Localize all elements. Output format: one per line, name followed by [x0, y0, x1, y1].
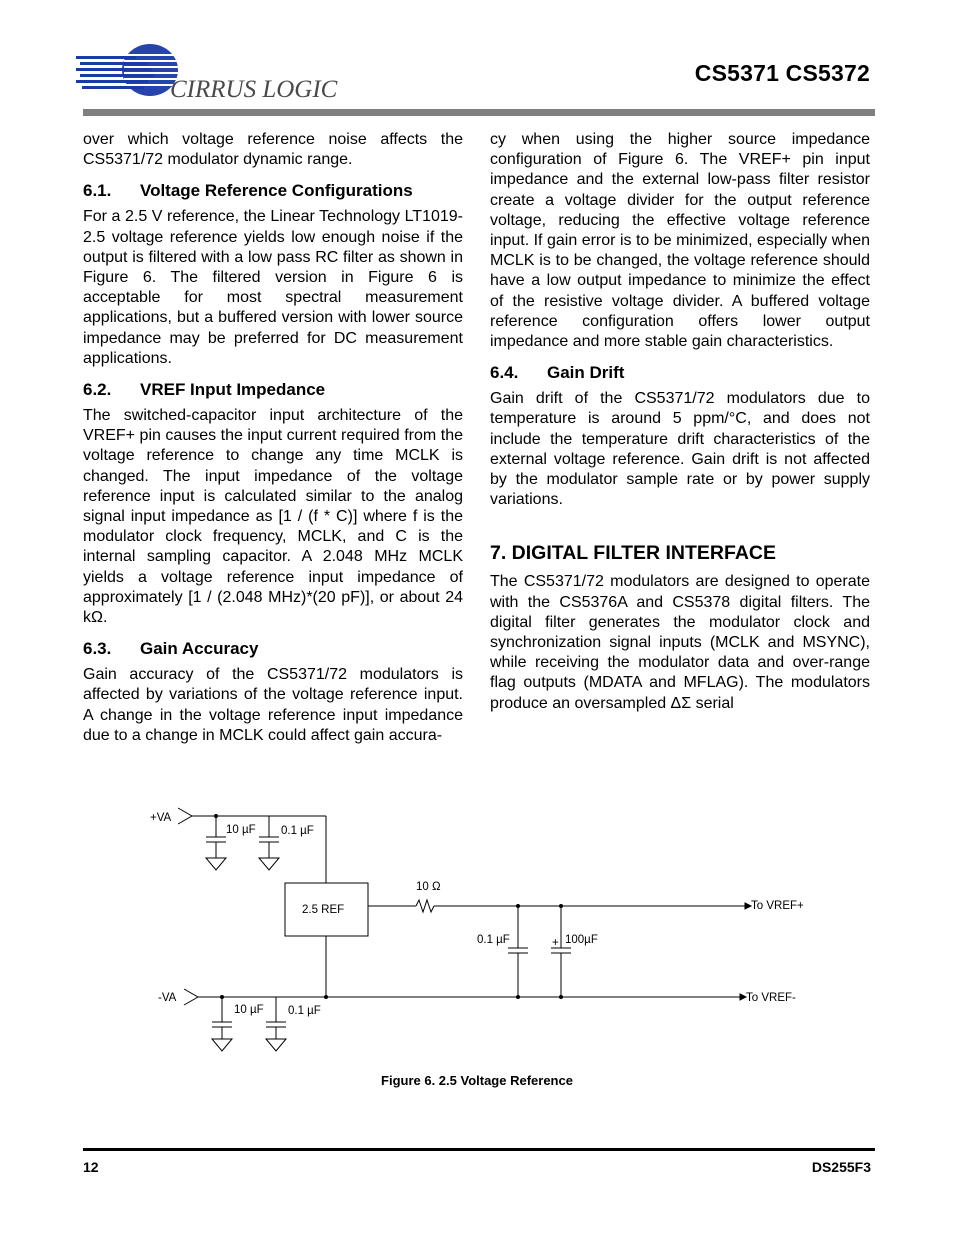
section-6-1-body: For a 2.5 V reference, the Linear Technology LT1019-2.5 voltage reference yields low enough noise if the output is filtered with a low pass RC filter as shown in Figure 6. The filtered version in Figure 6 is acceptable for most spectral measurement applications, but a buffered version with lower source impedance may be preferred for DC measurement applications. [83, 208, 463, 367]
section-title: Gain Accuracy [140, 639, 259, 659]
voltage-reference-schematic [140, 800, 840, 1060]
right-column [490, 130, 870, 714]
page-number: 12 [83, 1159, 99, 1175]
vneg-label: -VA [158, 992, 177, 1004]
cap-bot-2-label: 0.1 µF [288, 1005, 321, 1017]
section-number: 6.2. [83, 380, 112, 400]
left-column [83, 130, 463, 746]
section-6-3-heading [83, 638, 463, 660]
intro-paragraph: over which voltage reference noise affects the CS5371/72 modulator dynamic range. [83, 131, 463, 169]
footer-rule [83, 1148, 875, 1151]
out-neg-label: To VREF- [746, 992, 796, 1004]
section-6-4-body: Gain drift of the CS5371/72 modulators due to temperature is around 5 ppm/°C, and does not include the temperature drift characteristics of the external voltage reference. Gain drift is not affected by the modulator sample rate or by power supply variations. [490, 390, 870, 509]
filt-cap-1-label: 0.1 µF [477, 934, 510, 946]
section-title: VREF Input Impedance [140, 380, 326, 400]
filt-cap-2-label: 100µF [565, 934, 598, 946]
plus-mark: + [552, 937, 559, 949]
section-7-heading: 7. DIGITAL FILTER INTERFACE [490, 542, 777, 565]
section-7-body: The CS5371/72 modulators are designed to operate with the CS5376A and CS5378 digital filters. The digital filter generates the modulator clock and synchronization signal inputs (MCLK and MSYNC), while receiving the modulator data and over-range flag outputs (MDATA and MFLAG). The modulators produce an oversampled ΔΣ serial [490, 573, 870, 712]
cirrus-logic-logo [76, 40, 376, 102]
section-6-3-body: Gain accuracy of the CS5371/72 modulators is affected by variations of the voltage reference input. A change in the voltage reference input impedance due to a change in MCLK could affect gain accura- [83, 666, 463, 744]
figure-caption: Figure 6. 2.5 Voltage Reference [381, 1073, 573, 1088]
section-number: 6.1. [83, 181, 112, 201]
out-pos-label: To VREF+ [751, 900, 804, 912]
section-title: Voltage Reference Configurations [140, 181, 413, 201]
section-6-1-heading [83, 180, 463, 202]
document-id: DS255F3 [811, 1159, 871, 1175]
ref-box-label: 2.5 REF [302, 904, 345, 916]
cap-top-1-label: 10 µF [226, 824, 256, 836]
section-6-4-heading [490, 362, 870, 384]
section-6-2-body: The switched-capacitor input architecture of the VREF+ pin causes the input current required from the voltage reference to change any time MCLK is changed. The input impedance of the voltage reference input is calculated similar to the analog signal input impedance as [1 / (f * C)] where f is the modulator clock frequency, MCLK, and C is the internal sampling capacitor. A 2.048 MHz MCLK yields a voltage reference input impedance of approximately [1 / (2.048 MHz)*(20 pF)], or about 24 kΩ. [83, 407, 463, 627]
document-title: CS5371 CS5372 [694, 60, 870, 86]
logo-text: CIRRUS LOGIC [170, 76, 338, 102]
section-number: 6.4. [490, 363, 519, 383]
continued-paragraph: cy when using the higher source impedance configuration of Figure 6. The VREF+ pin input impedance and the external low-pass filter resistor create a voltage divider for the output reference voltage, reducing the effective voltage reference input. If gain error is to be minimized, especially when MCLK is to be changed, the voltage reference should have a low output impedance to minimize the effect of the resistive voltage divider. A buffered voltage reference configuration offers lower output impedance and more stable gain characteristics. [490, 131, 870, 351]
section-number: 6.3. [83, 639, 112, 659]
resistor-label: 10 Ω [416, 881, 441, 893]
header-rule [83, 109, 875, 116]
cap-bot-1-label: 10 µF [234, 1004, 264, 1016]
cap-top-2-label: 0.1 µF [281, 825, 314, 837]
vpos-label: +VA [150, 812, 172, 824]
section-6-2-heading [83, 379, 463, 401]
section-title: Gain Drift [547, 363, 625, 383]
